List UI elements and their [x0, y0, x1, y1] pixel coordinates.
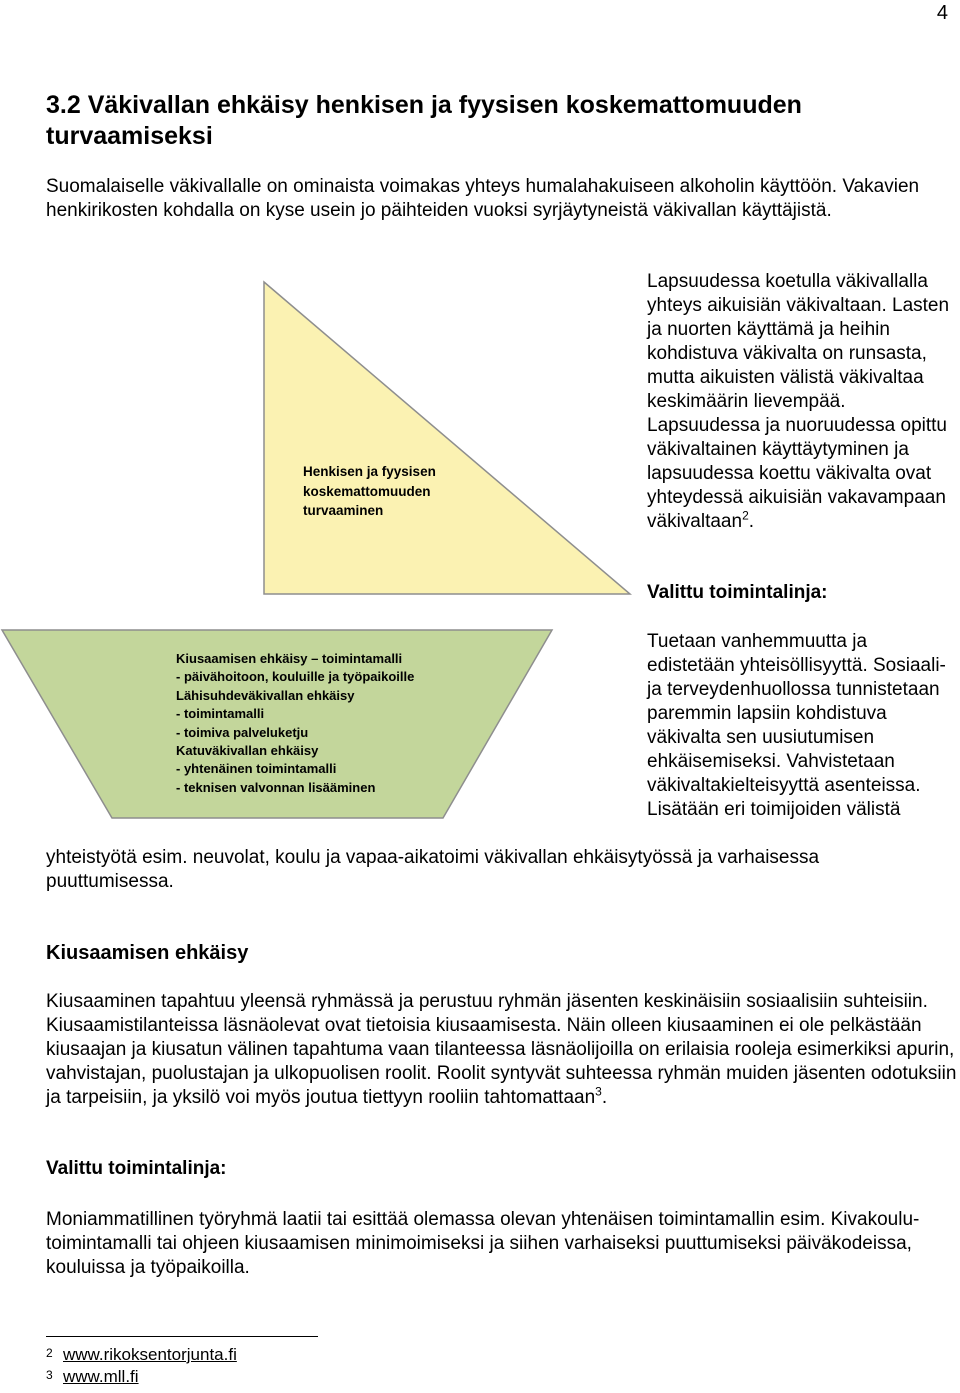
trapezoid-line: Kiusaamisen ehkäisy – toimintamalli [176, 651, 403, 666]
footnote-ref: 2 [742, 508, 749, 523]
intro-paragraph: Suomalaiselle väkivallalle on ominaista voimakas yhteys humalahakuiseen alkoholin käyttöön. Vakavien henkirikosten kohdalla on kyse usein jo päihteiden vuoksi syrjäytyneistä väkivallan käyttäjistä. [46, 176, 920, 221]
footnote-number: 3 [46, 1368, 53, 1382]
policy-text-violence: Tuetaan vanhemmuutta ja edistetään yhteisöllisyyttä. Sosiaali- ja terveydenhuollossa tunnistetaan paremmin lapsiin kohdistuva väkivalta sen uusiutumisen ehkäisemiseksi. Vahvistetaan väkivaltakielteisyyttä asenteissa. Lisätään eri toimijoiden välistä [647, 631, 946, 820]
section-heading: 3.2 Väkivallan ehkäisy henkisen ja fyysisen koskemattomuuden turvaamiseksi [46, 91, 802, 150]
trapezoid-line: - toimintamalli [176, 706, 265, 722]
triangle-shape [264, 282, 630, 594]
triangle-label-line: turvaaminen [303, 503, 384, 518]
triangle-label-line: Henkisen ja fyysisen [303, 464, 436, 479]
policy-heading-bullying: Valittu toimintalinja: [46, 1158, 227, 1179]
bullying-paragraph-text: Kiusaaminen tapahtuu yleensä ryhmässä ja perustuu ryhmän jäsenten keskinäisiin sosiaalisiin suhteisiin. Kiusaamistilanteissa läsnäolevat ovat tietoisia kiusaamisesta. Näin olleen kiusaaminen ei ole pelkästään kiusaajan ja kiusatun välinen tapahtuma vaan tilanteessa läsnäolijoilla on erilaisia rooleja esimerkiksi apurin, vahvistajan, puolustajan ja ulkopuolisen roolit. Roolit syntyvät suhteessa ryhmän muiden jäsenten odotuksiin ja tarpeisiin, ja yksilö voi myös joutua tiettyyn rooliin tahtomattaan [46, 991, 957, 1108]
footnote-link[interactable]: www.rikoksentorjunta.fi [63, 1345, 237, 1364]
trapezoid-line: - yhtenäinen toimintamalli [176, 761, 337, 777]
trapezoid-label [176, 650, 414, 797]
footnote-link[interactable]: www.mll.fi [63, 1367, 139, 1386]
bullying-heading: Kiusaamisen ehkäisy [46, 942, 249, 964]
right-paragraph-end: . [748, 511, 755, 532]
right-paragraph-text: Lapsuudessa koetulla väkivallalla yhteys aikuisiän väkivaltaan. Lasten ja nuorten käyttämä ja heihin kohdistuva väkivalta on runsasta, mutta aikuisten välistä väkivaltaa keskimäärin lievempää. Lapsuudessa ja nuoruudessa opittu väkivaltainen käyttäytyminen ja lapsuudessa koettu väkivalta ovat yhteydessä aikuisiän vakavampaan väkivaltaan [647, 271, 950, 532]
page-number: 4 [936, 2, 948, 24]
footnote-ref: 3 [595, 1084, 602, 1099]
continuation-paragraph: yhteistyötä esim. neuvolat, koulu ja vapaa-aikatoimi väkivallan ehkäisytyössä ja varhaisessa puuttumisessa. [46, 847, 820, 892]
triangle-label-line: koskemattomuuden [303, 483, 431, 499]
footnote [46, 1366, 237, 1388]
footnote [46, 1344, 237, 1366]
right-paragraph [647, 270, 959, 534]
trapezoid-line: - toimiva palveluketju [176, 724, 309, 740]
policy-heading-violence: Valittu toimintalinja: [647, 582, 828, 603]
trapezoid-line: - päivähoitoon, kouluille ja työpaikoille [176, 669, 415, 685]
footnote-list [46, 1344, 237, 1388]
trapezoid-line: Lähisuhdeväkivallan ehkäisy [176, 687, 355, 703]
triangle-figure [262, 280, 632, 596]
footnote-number: 2 [46, 1346, 53, 1360]
bullying-paragraph [46, 990, 958, 1110]
trapezoid-line: - teknisen valvonnan lisääminen [176, 779, 376, 795]
bullying-paragraph-end: . [601, 1087, 608, 1108]
footnote-divider [46, 1336, 318, 1337]
trapezoid-line: Katuväkivallan ehkäisy [176, 743, 319, 759]
triangle-label [303, 462, 436, 521]
policy-text-bullying: Moniammatillinen työryhmä laatii tai esittää olemassa olevan yhtenäisen toimintamallin esim. Kivakoulu- toimintamalli tai ohjeen kiusaamisen minimoimiseksi ja siihen varhaiseksi puuttumiseksi päiväkodeissa, kouluissa ja työpaikoilla. [46, 1209, 920, 1278]
